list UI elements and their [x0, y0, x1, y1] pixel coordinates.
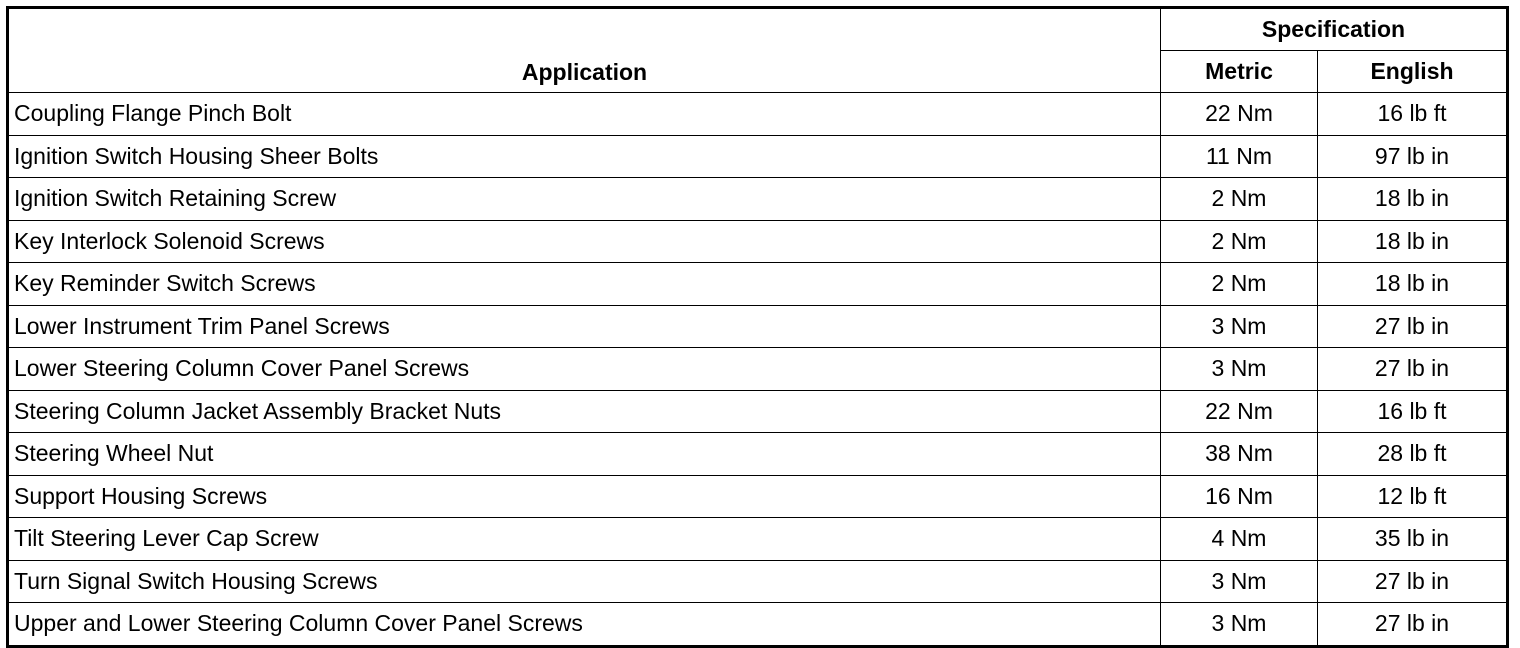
application-cell: Ignition Switch Retaining Screw	[8, 178, 1161, 221]
application-cell: Turn Signal Switch Housing Screws	[8, 560, 1161, 603]
application-cell: Key Reminder Switch Screws	[8, 263, 1161, 306]
metric-cell: 22 Nm	[1161, 390, 1318, 433]
application-cell: Steering Wheel Nut	[8, 433, 1161, 476]
application-cell: Tilt Steering Lever Cap Screw	[8, 518, 1161, 561]
application-cell: Steering Column Jacket Assembly Bracket Nuts	[8, 390, 1161, 433]
english-header: English	[1318, 51, 1508, 93]
english-cell: 12 lb ft	[1318, 475, 1508, 518]
table-row	[8, 390, 1508, 433]
english-cell: 18 lb in	[1318, 178, 1508, 221]
metric-cell: 3 Nm	[1161, 603, 1318, 647]
english-cell: 18 lb in	[1318, 220, 1508, 263]
metric-cell: 11 Nm	[1161, 135, 1318, 178]
table-row	[8, 475, 1508, 518]
table-header	[8, 8, 1508, 93]
metric-cell: 2 Nm	[1161, 178, 1318, 221]
english-cell: 16 lb ft	[1318, 390, 1508, 433]
metric-cell: 3 Nm	[1161, 560, 1318, 603]
table-row	[8, 560, 1508, 603]
english-cell: 27 lb in	[1318, 603, 1508, 647]
english-cell: 35 lb in	[1318, 518, 1508, 561]
torque-spec-table	[6, 6, 1509, 648]
metric-cell: 2 Nm	[1161, 263, 1318, 306]
application-cell: Lower Steering Column Cover Panel Screws	[8, 348, 1161, 391]
table-row	[8, 178, 1508, 221]
header-row-top	[8, 8, 1508, 51]
application-cell: Upper and Lower Steering Column Cover Panel Screws	[8, 603, 1161, 647]
metric-header: Metric	[1161, 51, 1318, 93]
english-cell: 27 lb in	[1318, 348, 1508, 391]
metric-cell: 4 Nm	[1161, 518, 1318, 561]
english-cell: 27 lb in	[1318, 305, 1508, 348]
metric-cell: 22 Nm	[1161, 93, 1318, 136]
table-row	[8, 93, 1508, 136]
metric-cell: 38 Nm	[1161, 433, 1318, 476]
table-row	[8, 603, 1508, 647]
english-cell: 97 lb in	[1318, 135, 1508, 178]
table-row	[8, 305, 1508, 348]
application-cell: Key Interlock Solenoid Screws	[8, 220, 1161, 263]
english-cell: 16 lb ft	[1318, 93, 1508, 136]
table-row	[8, 135, 1508, 178]
metric-cell: 2 Nm	[1161, 220, 1318, 263]
application-cell: Ignition Switch Housing Sheer Bolts	[8, 135, 1161, 178]
application-header: Application	[8, 8, 1161, 93]
english-cell: 28 lb ft	[1318, 433, 1508, 476]
english-cell: 27 lb in	[1318, 560, 1508, 603]
table-body	[8, 93, 1508, 647]
table-row	[8, 518, 1508, 561]
english-cell: 18 lb in	[1318, 263, 1508, 306]
table-row	[8, 220, 1508, 263]
application-cell: Lower Instrument Trim Panel Screws	[8, 305, 1161, 348]
application-cell: Coupling Flange Pinch Bolt	[8, 93, 1161, 136]
specification-header: Specification	[1161, 8, 1508, 51]
metric-cell: 3 Nm	[1161, 348, 1318, 391]
application-cell: Support Housing Screws	[8, 475, 1161, 518]
table-row	[8, 433, 1508, 476]
table-row	[8, 348, 1508, 391]
metric-cell: 3 Nm	[1161, 305, 1318, 348]
table-row	[8, 263, 1508, 306]
metric-cell: 16 Nm	[1161, 475, 1318, 518]
